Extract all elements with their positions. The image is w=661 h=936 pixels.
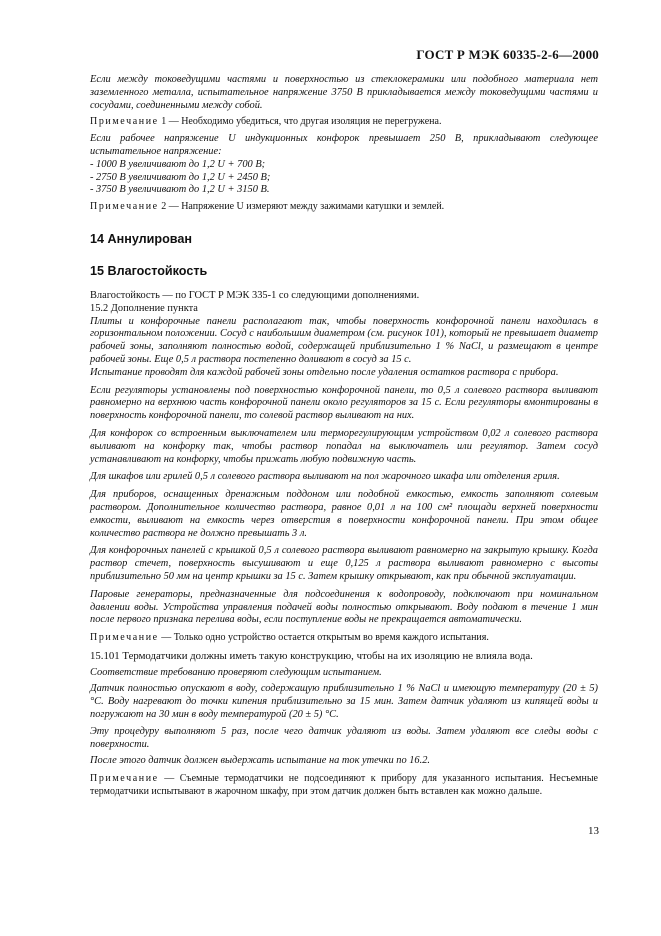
page-content	[90, 74, 598, 799]
paragraph: Если регуляторы установлены под поверхностью конфорочной панели, то 0,5 л солевого раствора выливают равномерно на верхнюю часть конфорочной панели около регуляторов за 15 с. Если регуляторы вмонтированы в поверхность конфорочной панели, то солевой раствор выливают на них.	[90, 384, 598, 422]
note-text: 1 — Необходимо убедиться, что другая изоляция не перегружена.	[161, 116, 442, 128]
note-label: Примечание	[90, 116, 159, 128]
paragraph: Паровые генераторы, предназначенные для подсоединения к водопроводу, подключают при номинальном давлении воды. Устройства управления подачей воды полностью открывают. Воду подают в течение 1 мин после первого признака перелива воды, если поступление воды не прекращается автоматически.	[90, 588, 598, 626]
section-14-heading: 14 Аннулирован	[90, 231, 192, 246]
note-2	[90, 201, 598, 214]
list-item: - 2750 В увеличивают до 1,2 U + 2450 В;	[90, 171, 271, 183]
paragraph: Эту процедуру выполняют 5 раз, после чего датчик удаляют из воды. Затем удаляют все следы воды с поверхности.	[90, 725, 598, 750]
clause-15-101: 15.101 Термодатчики должны иметь такую конструкцию, чтобы на их изоляцию не влияла вода.	[90, 649, 533, 662]
paragraph: Испытание проводят для каждой рабочей зоны отдельно после удаления остатков раствора с прибора.	[90, 366, 559, 378]
list-item: - 3750 В увеличивают до 1,2 U + 3150 В.	[90, 184, 270, 196]
paragraph: Плиты и конфорочные панели располагают так, чтобы поверхность конфорочной панели находилась в горизонтальном положении. Сосуд с наибольшим диаметром (см. рисунок 101), который не превышает диаметр рабочей зоны, заполняют полностью водой, содержащей приблизительно 1 % NaCl, и размещают в центре рабочей зоны. Еще 0,5 л раствора постепенно доливают в сосуд за 15 с.	[90, 315, 598, 365]
document-header: ГОСТ Р МЭК 60335-2-6—2000	[416, 47, 599, 62]
paragraph: Для шкафов или грилей 0,5 л солевого раствора выливают на пол жарочного шкафа или отделения гриля.	[90, 471, 560, 483]
voltage-list	[90, 159, 598, 197]
paragraph: Для приборов, оснащенных дренажным поддоном или подобной емкостью, емкость заполняют солевым раствором. Дополнительное количество раствора, равное 0,01 л на 100 см² площади верхней поверхности емкости, выливают на емкость через отверстия в поверхности конфорочной панели. При этом общее количество раствора не должно превышать 3 л.	[90, 489, 598, 539]
note-1	[90, 116, 598, 129]
list-item: - 1000 В увеличивают до 1,2 U + 700 В;	[90, 158, 266, 170]
note-text: 2 — Напряжение U измеряют между зажимами катушки и землей.	[161, 201, 445, 213]
note-4	[90, 773, 598, 799]
section-intro: Влагостойкость — по ГОСТ Р МЭК 335-1 со следующими дополнениями.	[90, 289, 420, 301]
paragraph: После этого датчик должен выдержать испытание на ток утечки по 16.2.	[90, 755, 431, 767]
note-text: — Только одно устройство остается открытым во время каждого испытания.	[161, 632, 489, 644]
paragraph: Для конфорочных панелей с крышкой 0,5 л солевого раствора выливают равномерно на закрытую крышку. Когда раствор стечет, поверхность высушивают и еще 0,125 л раствора выливают равномерно с высоты приблизительно 50 мм на центр крышки за 15 с. Затем крышку открывают, как при обычной эксплуатации.	[90, 545, 598, 582]
note-text: — Съемные термодатчики не подсоединяют к прибору для указанного испытания. Несъемные термодатчики испытывают в жарочном шкафу, при этом датчик должен быть вставлен как можно дальше.	[90, 773, 598, 798]
paragraph: Если рабочее напряжение U индукционных конфорок превышает 250 В, прикладывают следующее испытательное напряжение:	[90, 133, 598, 157]
section-15-heading: 15 Влагостойкость	[90, 263, 208, 278]
page-number: 13	[588, 825, 599, 837]
paragraph: Если между токоведущими частями и поверхностью из стеклокерамики или подобного материала нет заземленного металла, испытательное напряжение 3750 В прикладывается между токоведущими частями и сосудами, соединенными между собой.	[90, 74, 598, 111]
note-label: Примечание	[90, 201, 159, 213]
note-label: Примечание	[90, 773, 159, 785]
note-label: Примечание	[90, 632, 159, 644]
note-3	[90, 632, 598, 645]
subsection-title: 15.2 Дополнение пункта	[90, 302, 198, 314]
paragraph: Для конфорок со встроенным выключателем или терморегулирующим устройством 0,02 л солевого раствора выливают на конфорку так, чтобы раствор попадал на выключатель или регулятор. Затем сосуд устанавливают на конфорку, чтобы прижать любую подвижную часть.	[90, 427, 598, 465]
paragraph: Соответствие требованию проверяют следующим испытанием.	[90, 666, 382, 678]
paragraph: Датчик полностью опускают в воду, содержащую приблизительно 1 % NaCl и имеющую температуру (20 ± 5) °С. Воду нагревают до точки кипения приблизительно за 15 мин. Затем датчик удаляют из кипящей воды и погружают на 30 мин в воду температурой (20 ± 5) °С.	[90, 683, 598, 721]
